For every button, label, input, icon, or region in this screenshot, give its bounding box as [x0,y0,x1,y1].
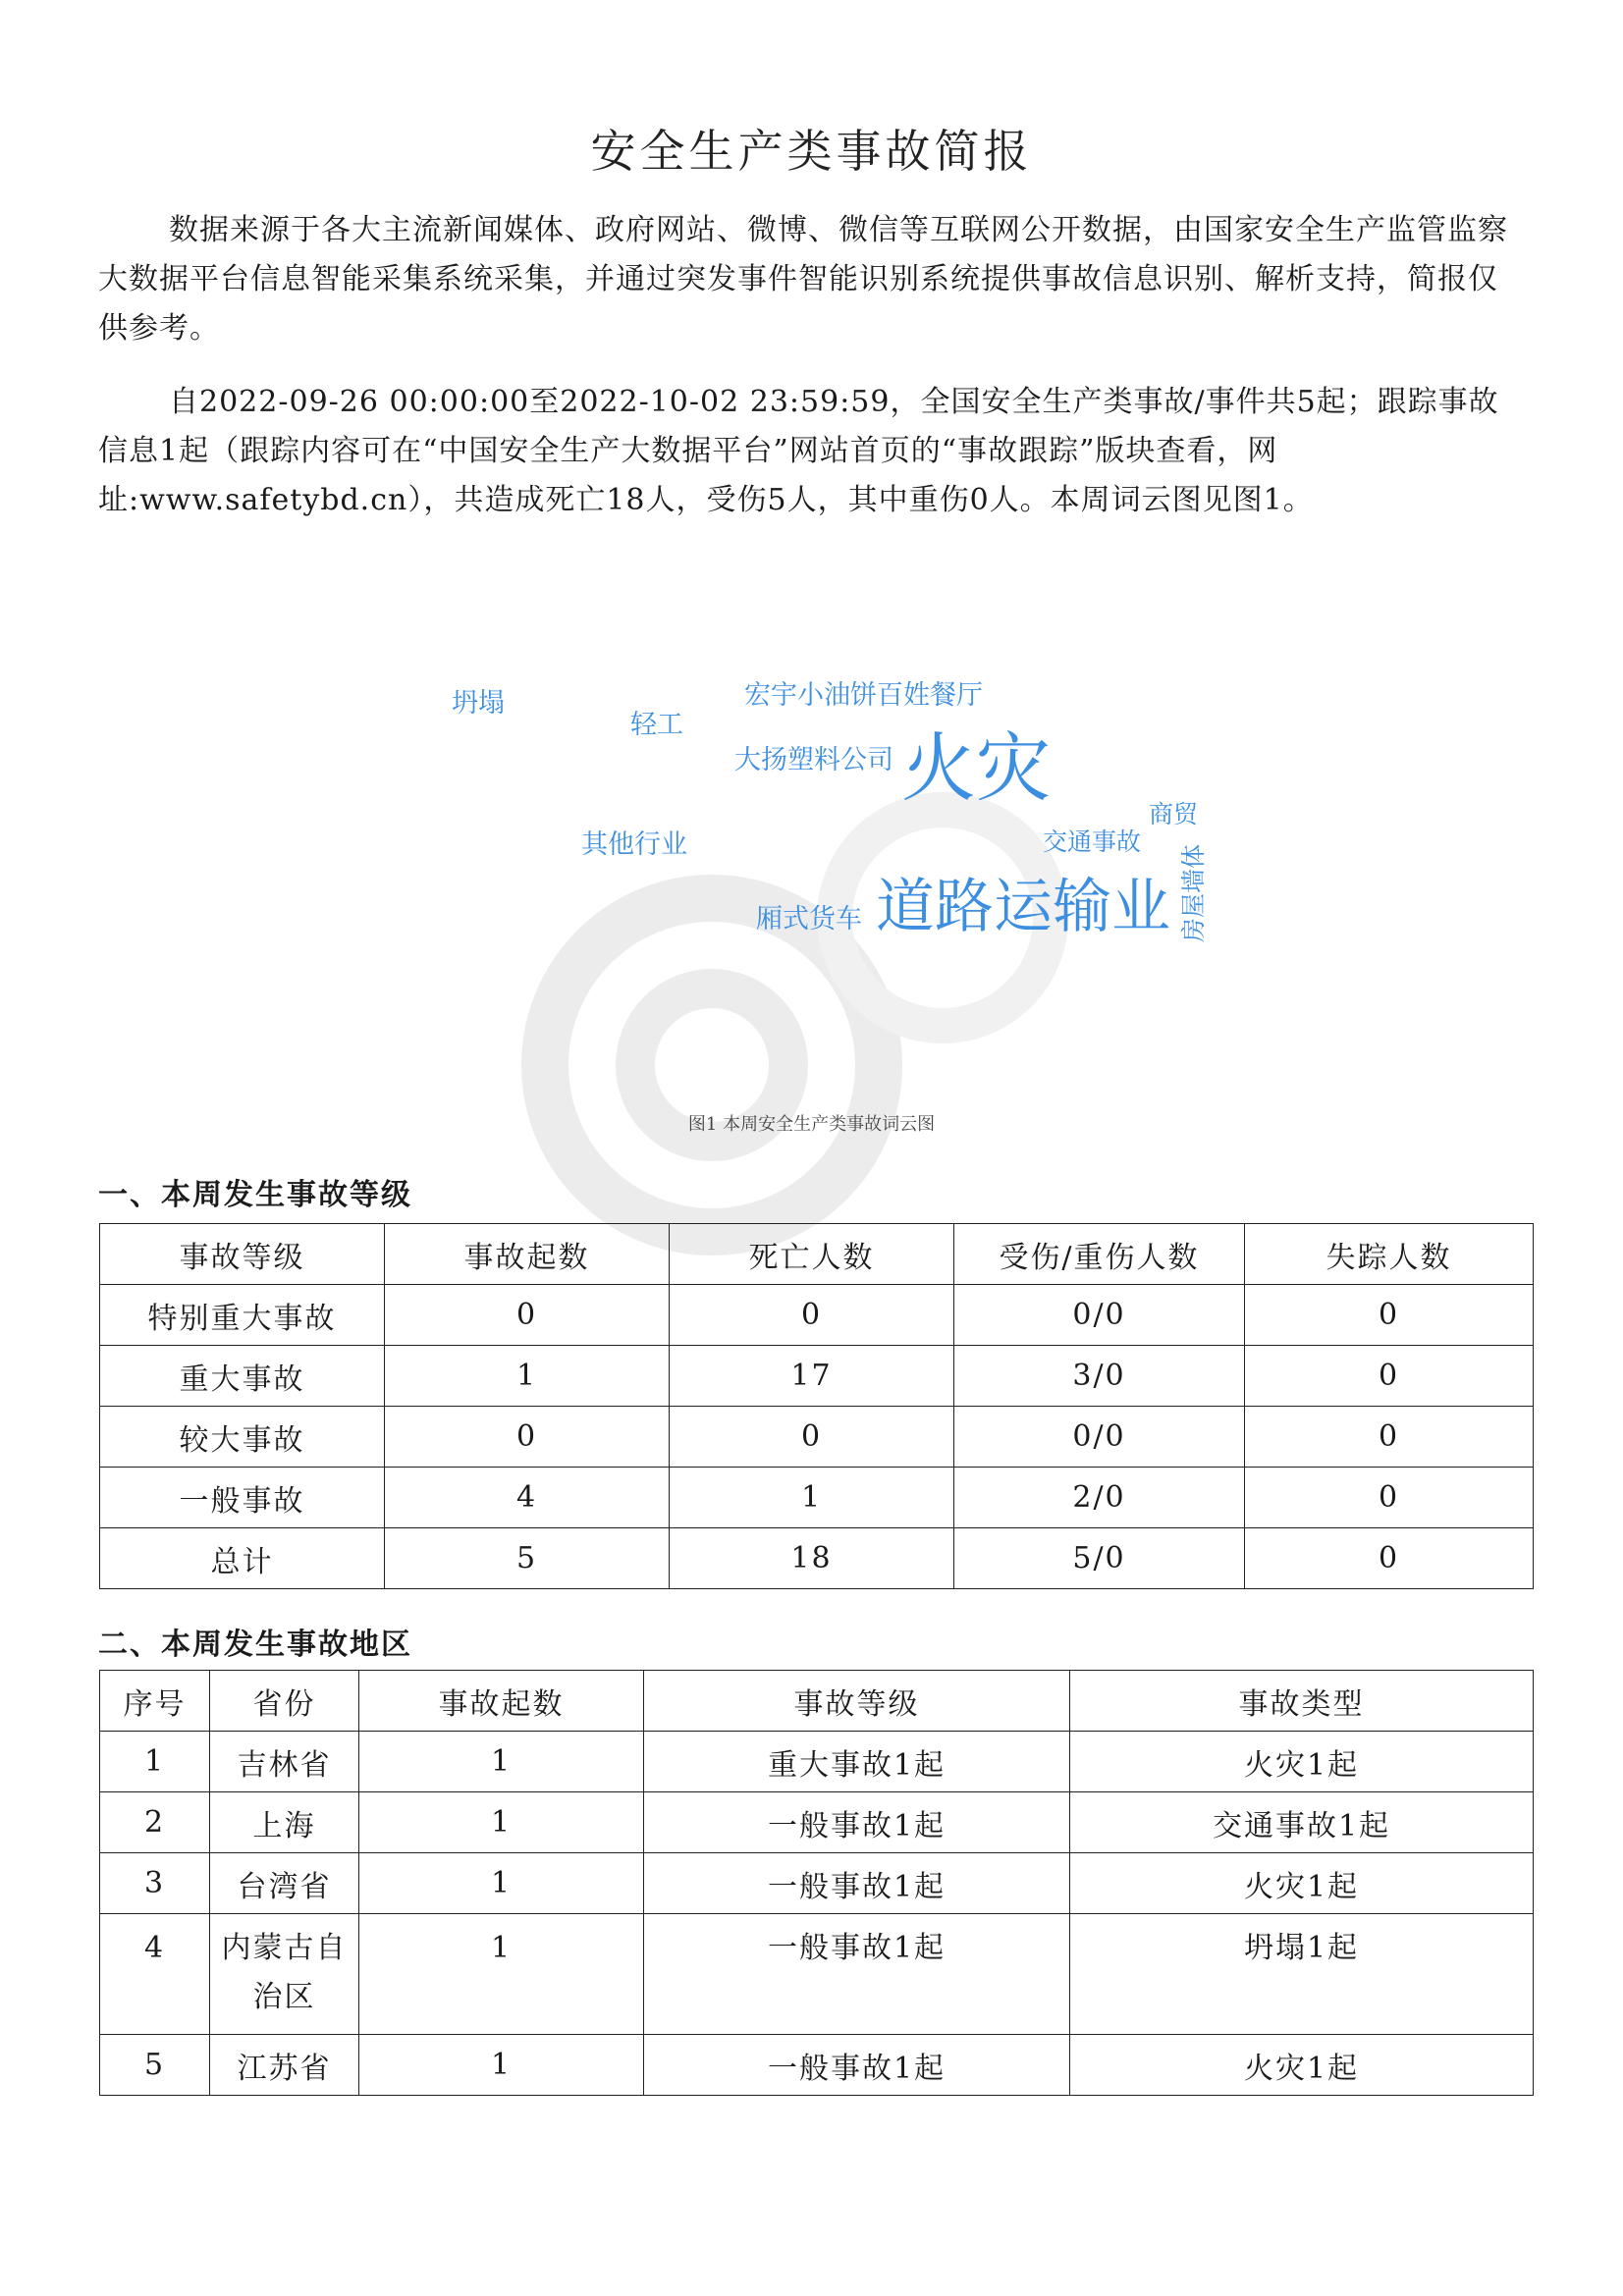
header-cell: 事故类型 [1070,1671,1534,1732]
table-cell: 火灾1起 [1070,2035,1534,2096]
table-cell: 一般事故 [100,1468,385,1528]
table-cell: 3 [100,1853,210,1914]
header-cell: 事故起数 [359,1671,644,1732]
table-cell: 5 [385,1528,670,1589]
table-cell: 0 [670,1285,954,1346]
cloud-word: 厢式货车 [756,904,862,934]
table-header-row [100,1671,1534,1732]
table-cell: 1 [100,1732,210,1792]
figure-caption: 图1 本周安全生产类事故词云图 [687,1114,936,1135]
table-cell: 坍塌1起 [1070,1914,1534,2035]
cloud-word: 大扬塑料公司 [734,745,893,775]
table-cell: 一般事故1起 [644,1914,1070,2035]
table-cell: 3/0 [954,1346,1245,1407]
table-cell: 较大事故 [100,1407,385,1468]
table-cell: 2/0 [954,1468,1245,1528]
table-cell: 0 [1245,1528,1534,1589]
header-cell: 死亡人数 [670,1224,954,1285]
cloud-word: 宏宇小油饼百姓餐厅 [744,680,983,711]
cloud-word: 坍塌 [452,688,505,719]
intro-paragraph: 数据来源于各大主流新闻媒体、政府网站、微博、微信等互联网公开数据，由国家安全生产监管监察大数据平台信息智能采集系统采集，并通过突发事件智能识别系统提供事故信息识别、解析支持，简报仅供参考。 [98,213,1508,346]
table-row [100,1285,1534,1346]
table-row [100,1792,1534,1853]
cloud-word: 房屋墙体 [1179,843,1208,942]
section-heading-level: 一、本周发生事故等级 [98,1178,412,1212]
table-cell: 0 [1245,1285,1534,1346]
table-cell: 0 [1245,1407,1534,1468]
cloud-word: 交通事故 [1043,828,1142,856]
table-row [100,1853,1534,1914]
summary-paragraph: 自2022-09-26 00:00:00至2022-10-02 23:59:59，全国安全生产类事故/事件共5起；跟踪事故信息1起（跟踪内容可在“中国安全生产大数据平台”网站首页的“事故跟踪”版块查看，网址:www.safetybd.cn），共造成死亡18人，受伤5人，其中重伤0人。本周词云图见图1。 [98,385,1499,517]
header-cell: 省份 [210,1671,359,1732]
table-cell: 0 [1245,1346,1534,1407]
table-cell: 2 [100,1792,210,1853]
table-cell: 一般事故1起 [644,1792,1070,1853]
header-cell: 事故等级 [100,1224,385,1285]
header-cell: 事故等级 [644,1671,1070,1732]
table-cell: 一般事故1起 [644,1853,1070,1914]
table-cell: 1 [359,1853,644,1914]
table-cell: 交通事故1起 [1070,1792,1534,1853]
table-header-row [100,1224,1534,1285]
table-row [100,1914,1534,2035]
table-cell: 内蒙古自治区 [210,1914,359,2035]
table-row [100,1732,1534,1792]
table-cell: 0 [385,1285,670,1346]
table-cell: 吉林省 [210,1732,359,1792]
table-cell: 上海 [210,1792,359,1853]
table-cell: 火灾1起 [1070,1732,1534,1792]
accident-level-table [99,1223,1534,1589]
page-title: 安全生产类事故简报 [590,125,1033,178]
table-cell: 重大事故 [100,1346,385,1407]
table-cell: 1 [670,1468,954,1528]
table-cell: 4 [100,1914,210,2035]
table-cell: 0/0 [954,1407,1245,1468]
table-cell: 1 [359,1732,644,1792]
table-cell: 4 [385,1468,670,1528]
cloud-word: 道路运输业 [876,873,1170,941]
header-cell: 失踪人数 [1245,1224,1534,1285]
table-cell: 5 [100,2035,210,2096]
table-cell: 台湾省 [210,1853,359,1914]
header-cell: 受伤/重伤人数 [954,1224,1245,1285]
table-cell: 17 [670,1346,954,1407]
table-cell: 特别重大事故 [100,1285,385,1346]
table-cell: 火灾1起 [1070,1853,1534,1914]
table-cell: 0 [670,1407,954,1468]
table-row [100,1346,1534,1407]
table-cell: 1 [385,1346,670,1407]
cloud-word: 火灾 [901,724,1051,812]
table-row [100,1468,1534,1528]
word-cloud [422,648,1267,972]
cloud-word: 轻工 [630,710,683,740]
table-row [100,1407,1534,1468]
table-cell: 0/0 [954,1285,1245,1346]
table-cell: 5/0 [954,1528,1245,1589]
header-cell: 序号 [100,1671,210,1732]
table-row [100,2035,1534,2096]
table-cell: 重大事故1起 [644,1732,1070,1792]
table-cell: 总计 [100,1528,385,1589]
cloud-word: 商贸 [1149,800,1199,828]
header-cell: 事故起数 [385,1224,670,1285]
accident-region-table [99,1670,1534,2096]
section-heading-region: 二、本周发生事故地区 [98,1628,412,1662]
table-cell: 1 [359,1792,644,1853]
table-cell: 0 [1245,1468,1534,1528]
table-row-total [100,1528,1534,1589]
table-cell: 1 [359,1914,644,2035]
table-cell: 18 [670,1528,954,1589]
table-cell: 江苏省 [210,2035,359,2096]
table-cell: 1 [359,2035,644,2096]
table-cell: 0 [385,1407,670,1468]
cloud-word: 其他行业 [581,829,687,860]
table-cell: 一般事故1起 [644,2035,1070,2096]
